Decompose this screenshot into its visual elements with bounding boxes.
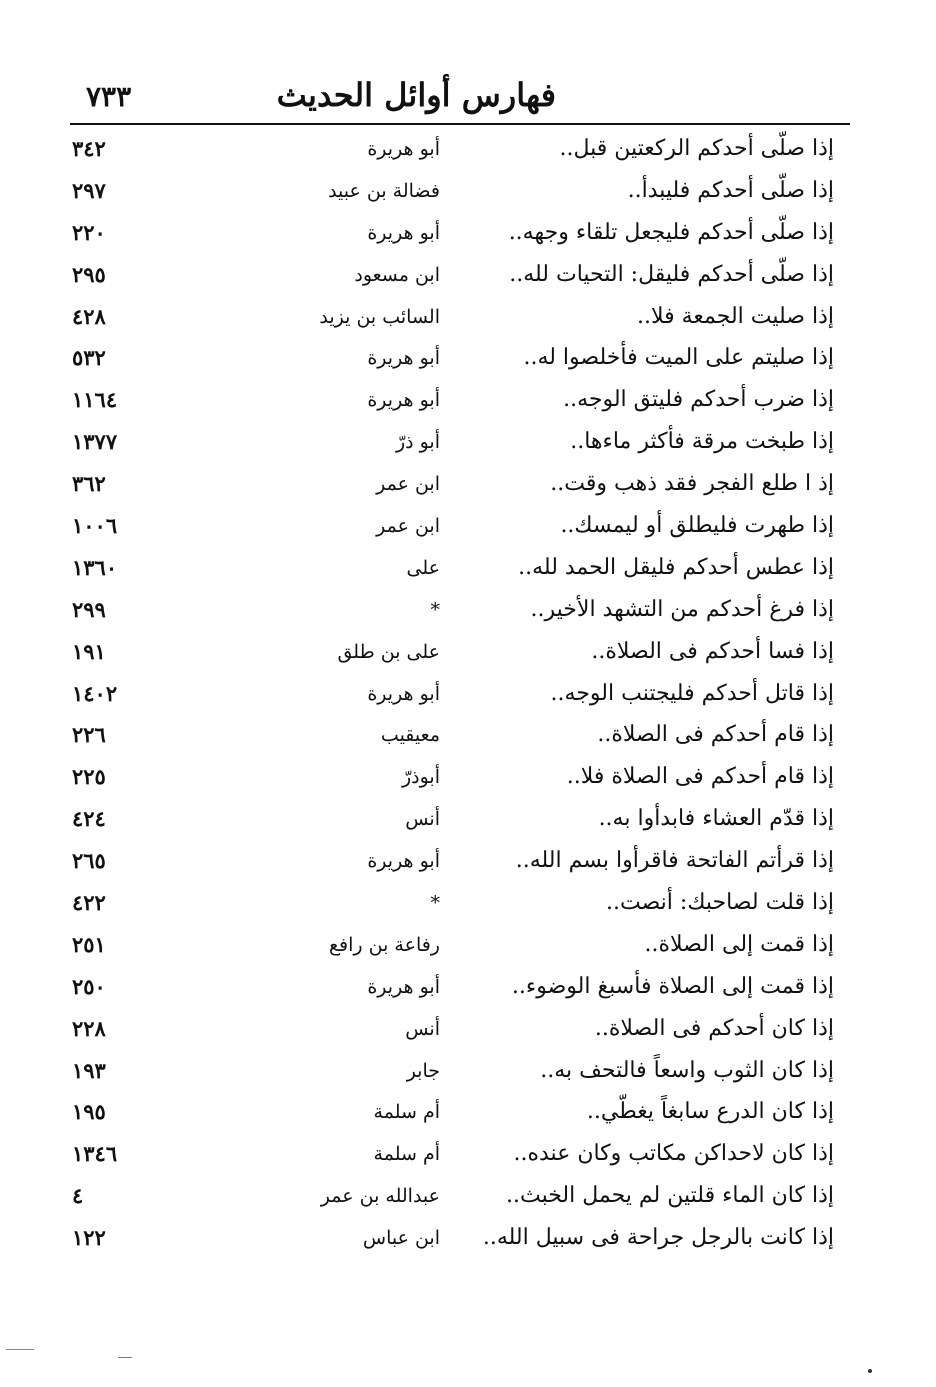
- narrator-name: رفاعة بن رافع: [328, 933, 440, 956]
- narrator-name: *: [430, 892, 440, 915]
- hadith-opening: إذا قمت إلى الصلاة..: [644, 931, 834, 957]
- index-row: [60, 1012, 850, 1054]
- narrator-name: أبو هريرة: [367, 682, 440, 705]
- hadith-number: ٤٢٨: [72, 303, 106, 329]
- narrator-name: أم سلمة: [373, 1101, 440, 1124]
- scan-speck: [868, 1369, 872, 1373]
- narrator-name: أم سلمة: [373, 1143, 440, 1166]
- narrator-name: أبوذرّ: [401, 766, 440, 789]
- page-header: [70, 72, 846, 124]
- index-row: [60, 258, 850, 300]
- hadith-number: ٢٩٥: [72, 261, 106, 287]
- hadith-opening: إذا صلّى أحدكم الركعتين قبل..: [559, 136, 834, 161]
- index-row: [60, 1179, 850, 1221]
- hadith-number: ١١٦٤: [72, 387, 118, 413]
- narrator-name: معيقيب: [380, 724, 440, 747]
- hadith-opening: إذا صلّى أحدكم فليبدأ..: [627, 177, 834, 203]
- hadith-opening: إذا فسا أحدكم فى الصلاة..: [591, 638, 834, 664]
- index-row: [60, 928, 850, 970]
- hadith-opening: إذا صلّى أحدكم فليجعل تلقاء وجهه..: [508, 219, 834, 245]
- index-row: [60, 886, 850, 928]
- hadith-number: ١٣٧٧: [72, 429, 118, 455]
- index-row: [60, 300, 850, 342]
- hadith-number: ١٣٦٠: [72, 554, 118, 580]
- hadith-opening: إذ ا طلع الفجر فقد ذهب وقت..: [550, 471, 834, 497]
- index-row: [60, 844, 850, 886]
- narrator-name: أبو ذرّ: [395, 431, 440, 454]
- narrator-name: على: [406, 556, 440, 579]
- page-title: فهارس أوائل الحديث: [276, 76, 556, 114]
- narrator-name: أنس: [405, 1017, 440, 1040]
- index-row: [60, 341, 850, 383]
- hadith-number: ٢٢٨: [72, 1015, 106, 1041]
- hadith-number: ١٠٠٦: [72, 513, 118, 539]
- narrator-name: أنس: [405, 808, 440, 831]
- hadith-number: ١٩٥: [72, 1099, 106, 1125]
- hadith-opening: إذا قام أحدكم فى الصلاة..: [597, 722, 834, 748]
- hadith-number: ٢٢٥: [72, 764, 106, 790]
- hadith-number: ٢٢٠: [72, 219, 106, 245]
- hadith-opening: إذا فرغ أحدكم من التشهد الأخير..: [530, 596, 834, 622]
- hadith-number: ١٢٢: [72, 1225, 106, 1251]
- hadith-opening: إذا كانت بالرجل جراحة فى سبيل الله..: [482, 1225, 834, 1251]
- scan-specks: [0, 1345, 936, 1387]
- index-row: [60, 677, 850, 719]
- index-row: [60, 551, 850, 593]
- hadith-number: ١٣٤٦: [72, 1141, 118, 1167]
- hadith-number: ٢٢٦: [72, 722, 106, 748]
- hadith-opening: إذا كان الدرع سابغاً يغطّي..: [586, 1099, 834, 1125]
- index-row: [60, 635, 850, 677]
- hadith-number: ٥٣٢: [72, 345, 106, 371]
- hadith-number: ٢٥١: [72, 931, 106, 957]
- hadith-number: ٣٤٢: [72, 136, 106, 161]
- hadith-opening: إذا كان الماء قلتين لم يحمل الخبث..: [505, 1183, 834, 1209]
- narrator-name: أبو هريرة: [367, 975, 440, 998]
- scan-speck: [6, 1349, 34, 1350]
- index-row: [60, 174, 850, 216]
- hadith-number: ٤٢٢: [72, 890, 106, 916]
- narrator-name: أبو هريرة: [367, 347, 440, 370]
- hadith-number: ١٤٠٢: [72, 680, 118, 706]
- narrator-name: أبو هريرة: [367, 138, 440, 160]
- narrator-name: جابر: [406, 1059, 440, 1082]
- narrator-name: فضالة بن عبيد: [328, 179, 440, 202]
- hadith-opening: إذا قام أحدكم فى الصلاة فلا..: [566, 764, 834, 790]
- hadith-number: ٢٦٥: [72, 848, 106, 874]
- narrator-name: على بن طلق: [337, 640, 440, 663]
- hadith-opening: إذا كان الثوب واسعاً فالتحف به..: [540, 1057, 834, 1083]
- hadith-number: ٢٩٧: [72, 177, 106, 203]
- hadith-opening: إذا قرأتم الفاتحة فاقرأوا بسم الله..: [515, 848, 834, 874]
- hadith-number: ١٩١: [72, 638, 106, 664]
- index-row: [60, 1054, 850, 1096]
- narrator-name: أبو هريرة: [367, 221, 440, 244]
- index-row: [60, 718, 850, 760]
- index-row: [60, 383, 850, 425]
- hadith-opening: إذا كان لاحداكن مكاتب وكان عنده..: [513, 1141, 834, 1167]
- hadith-number: ١٩٣: [72, 1057, 106, 1083]
- hadith-opening: إذا قلت لصاحبك: أنصت..: [606, 890, 834, 916]
- narrator-name: أبو هريرة: [367, 389, 440, 412]
- hadith-opening: إذا صليتم على الميت فأخلصوا له..: [523, 345, 834, 371]
- hadith-number: ٢٥٠: [72, 973, 106, 999]
- index-row: [60, 1221, 850, 1263]
- hadith-number: ٣٦٢: [72, 471, 106, 497]
- hadith-opening: إذا كان أحدكم فى الصلاة..: [594, 1015, 834, 1041]
- index-row: [60, 1095, 850, 1137]
- hadith-opening: إذا صليت الجمعة فلا..: [637, 303, 834, 329]
- hadith-number: ٤: [72, 1183, 84, 1209]
- index-row: [60, 509, 850, 551]
- hadith-number: ٤٢٤: [72, 806, 106, 832]
- index-row: [60, 1137, 850, 1179]
- hadith-opening: إذا ضرب أحدكم فليتق الوجه..: [563, 387, 834, 413]
- index-row: [60, 216, 850, 258]
- scan-speck: [118, 1357, 132, 1358]
- narrator-name: ابن مسعود: [354, 263, 440, 286]
- index-row: [60, 425, 850, 467]
- hadith-number: ٢٩٩: [72, 596, 106, 622]
- hadith-opening: إذا طبخت مرقة فأكثر ماءها..: [570, 429, 834, 455]
- hadith-opening: إذا عطس أحدكم فليقل الحمد لله..: [518, 554, 834, 580]
- hadith-opening: إذا صلّى أحدكم فليقل: التحيات لله..: [509, 261, 834, 287]
- narrator-name: ابن عمر: [376, 515, 440, 538]
- index-row: [60, 132, 850, 174]
- index-row: [60, 760, 850, 802]
- header-rule: [70, 123, 850, 125]
- hadith-opening: إذا قدّم العشاء فابدأوا به..: [598, 806, 834, 832]
- index-row: [60, 593, 850, 635]
- page-number: ٧٣٣: [86, 80, 132, 113]
- hadith-opening: إذا قاتل أحدكم فليجتنب الوجه..: [550, 680, 834, 706]
- index-list: [60, 132, 850, 1263]
- narrator-name: ابن عباس: [362, 1227, 440, 1250]
- index-row: [60, 970, 850, 1012]
- narrator-name: عبدالله بن عمر: [320, 1185, 440, 1208]
- narrator-name: السائب بن يزيد: [319, 305, 440, 328]
- hadith-opening: إذا طهرت فليطلق أو ليمسك..: [560, 513, 834, 539]
- index-row: [60, 802, 850, 844]
- narrator-name: ابن عمر: [376, 473, 440, 496]
- hadith-opening: إذا قمت إلى الصلاة فأسبغ الوضوء..: [511, 973, 834, 999]
- narrator-name: أبو هريرة: [367, 850, 440, 873]
- index-row: [60, 467, 850, 509]
- narrator-name: *: [430, 598, 440, 621]
